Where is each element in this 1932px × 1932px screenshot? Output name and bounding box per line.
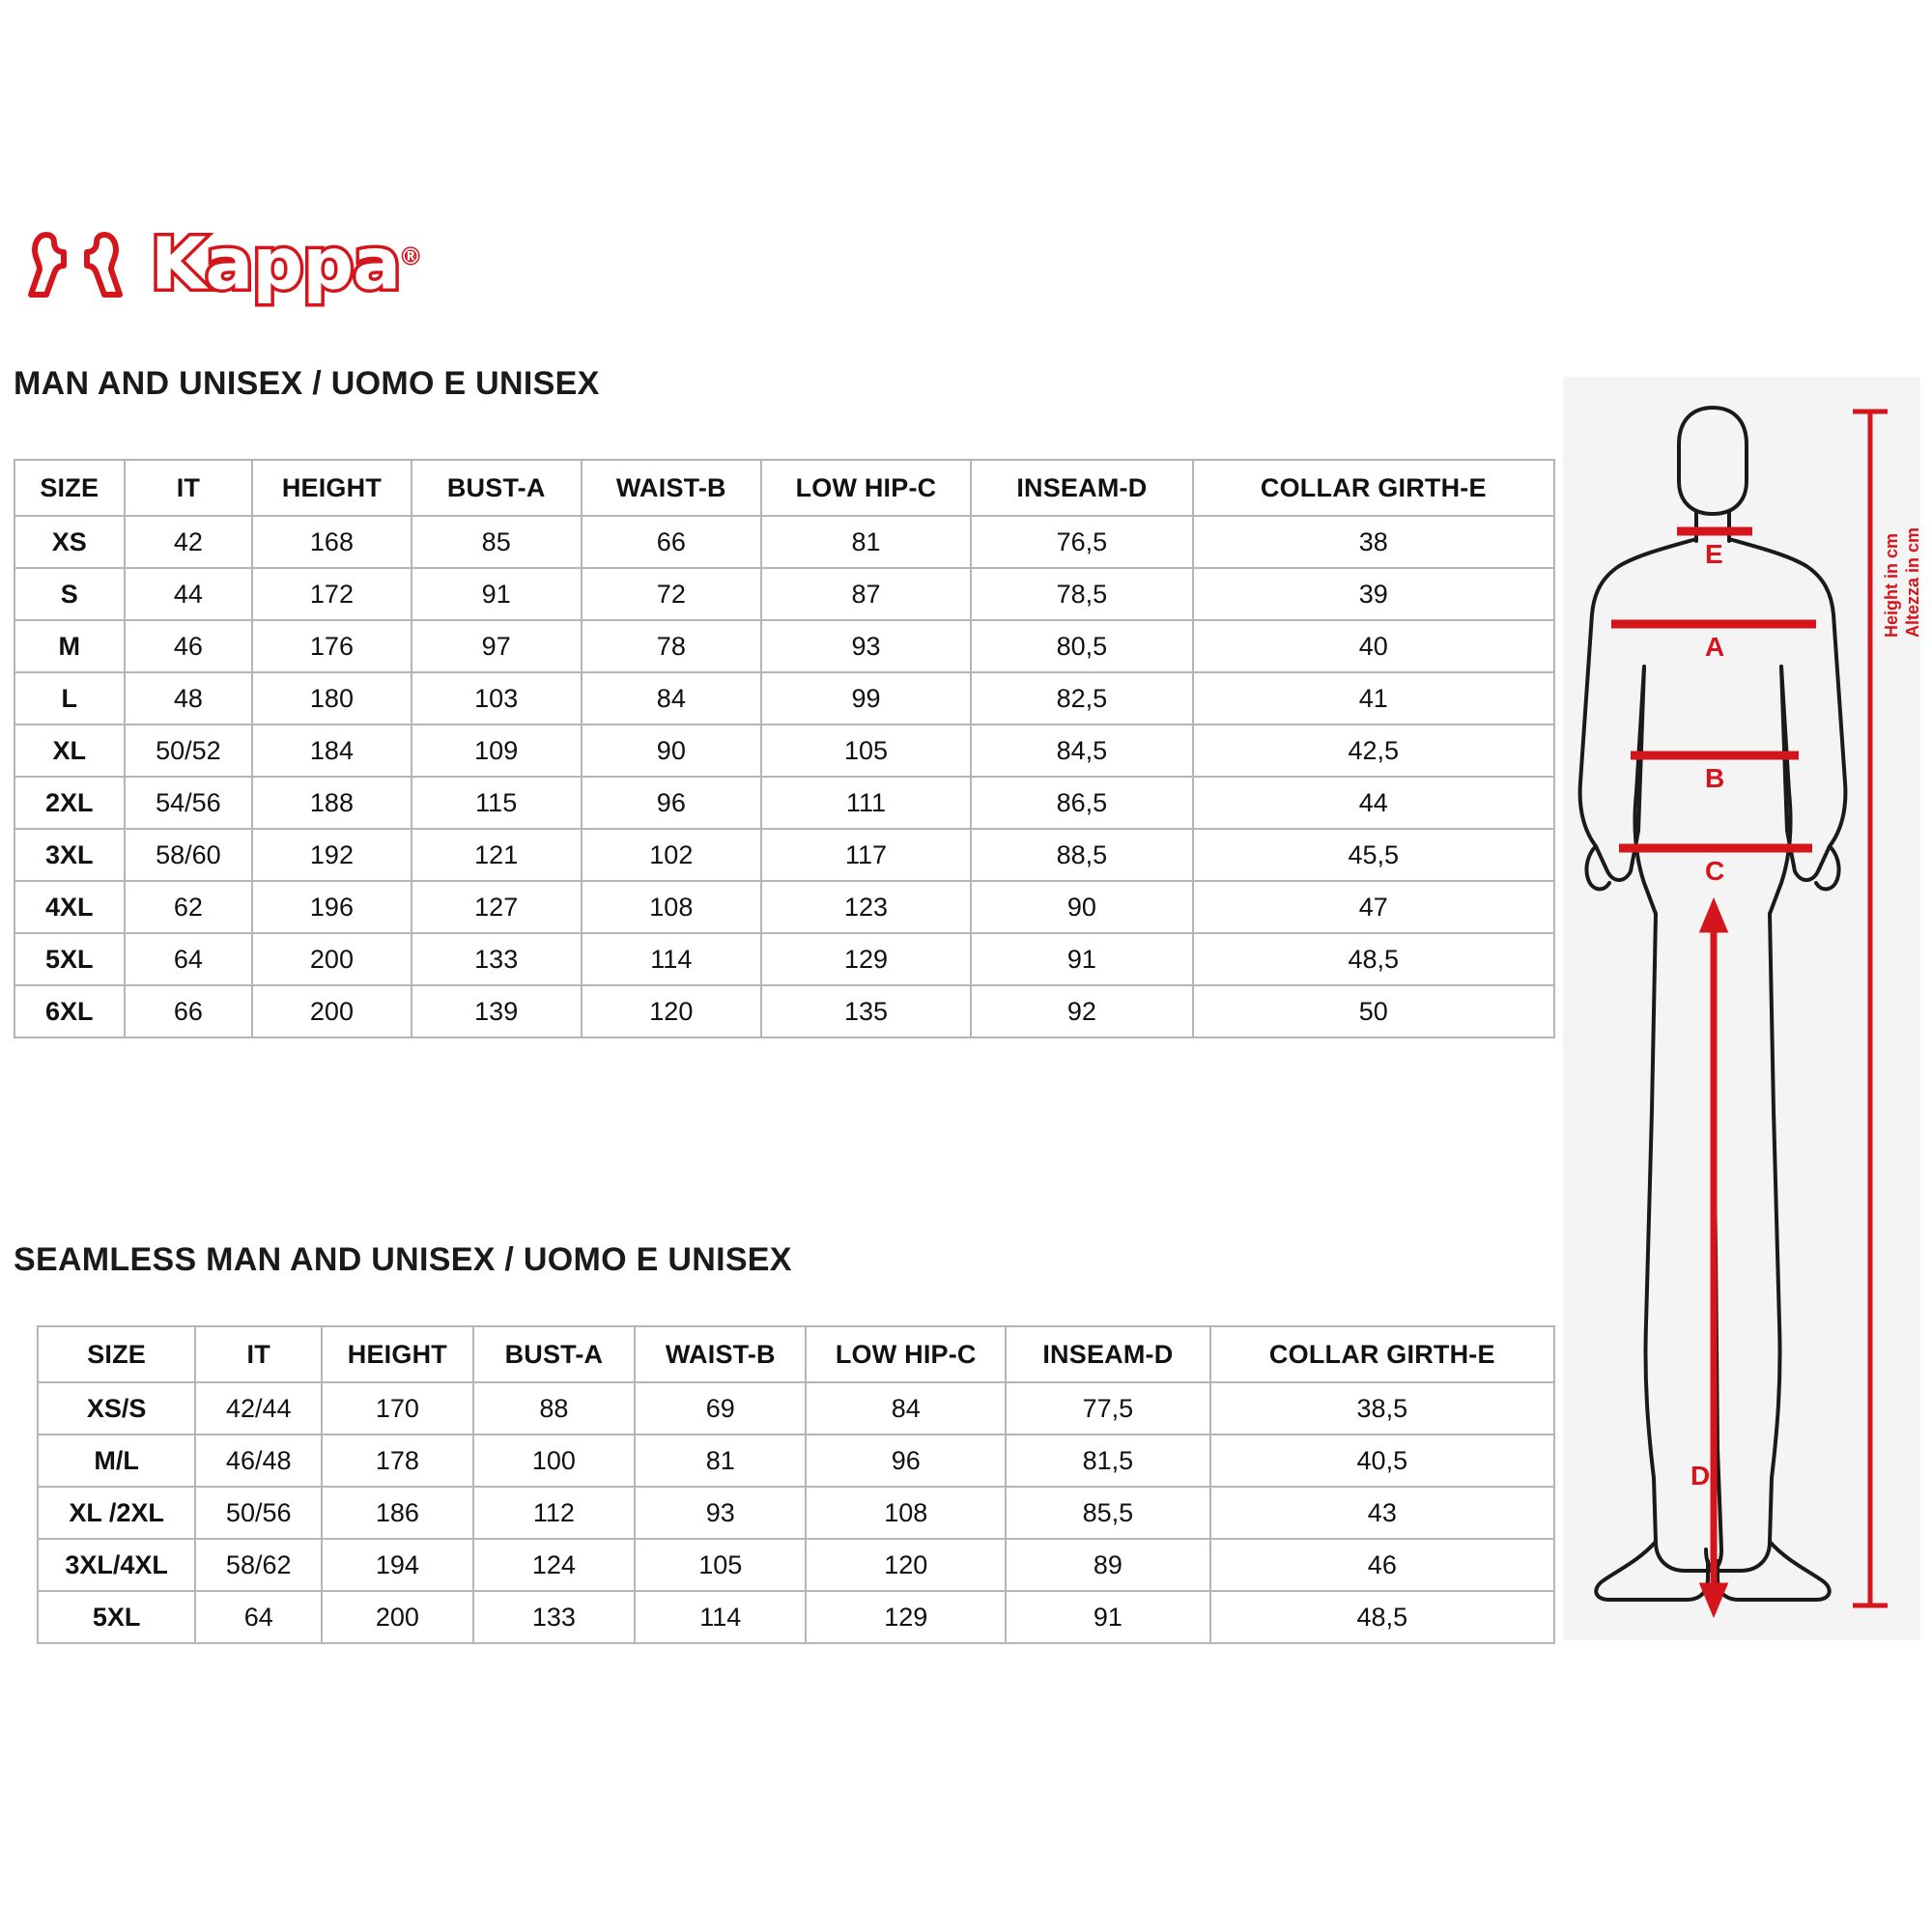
- cell-low-hip: 117: [761, 829, 971, 881]
- cell-bust: 127: [412, 881, 582, 933]
- cell-bust: 85: [412, 516, 582, 568]
- table-row: [14, 568, 1554, 620]
- cell-height: 192: [252, 829, 411, 881]
- cell-size: 5XL: [14, 933, 125, 985]
- cell-waist: 84: [582, 672, 761, 724]
- cell-collar-girth: 48,5: [1210, 1591, 1554, 1643]
- brand-wordmark: [151, 220, 421, 306]
- cell-inseam: 86,5: [971, 777, 1192, 829]
- table-row: [14, 724, 1554, 777]
- cell-it: 64: [125, 933, 253, 985]
- cell-it: 58/60: [125, 829, 253, 881]
- cell-inseam: 90: [971, 881, 1192, 933]
- column-header-collar-girth: COLLAR GIRTH-E: [1193, 460, 1554, 516]
- cell-inseam: 89: [1006, 1539, 1209, 1591]
- cell-low-hip: 123: [761, 881, 971, 933]
- cell-collar-girth: 40,5: [1210, 1435, 1554, 1487]
- cell-waist: 102: [582, 829, 761, 881]
- cell-low-hip: 129: [806, 1591, 1006, 1643]
- axis-label-height-it: Altezza in cm: [1903, 526, 1922, 638]
- cell-bust: 91: [412, 568, 582, 620]
- table-row: [14, 672, 1554, 724]
- cell-inseam: 77,5: [1006, 1382, 1209, 1435]
- cell-size: XL: [14, 724, 125, 777]
- cell-height: 186: [322, 1487, 472, 1539]
- cell-height: 188: [252, 777, 411, 829]
- cell-size: S: [14, 568, 125, 620]
- cell-inseam: 78,5: [971, 568, 1192, 620]
- cell-bust: 121: [412, 829, 582, 881]
- column-header-bust: BUST-A: [473, 1326, 636, 1382]
- cell-height: 180: [252, 672, 411, 724]
- table-row: [14, 620, 1554, 672]
- cell-low-hip: 87: [761, 568, 971, 620]
- cell-height: 194: [322, 1539, 472, 1591]
- table-row: [38, 1591, 1554, 1643]
- cell-inseam: 91: [1006, 1591, 1209, 1643]
- table-row: [14, 829, 1554, 881]
- column-header-bust: BUST-A: [412, 460, 582, 516]
- cell-size: 3XL: [14, 829, 125, 881]
- column-header-collar-girth: COLLAR GIRTH-E: [1210, 1326, 1554, 1382]
- cell-height: 200: [252, 933, 411, 985]
- cell-bust: 88: [473, 1382, 636, 1435]
- cell-low-hip: 108: [806, 1487, 1006, 1539]
- cell-waist: 114: [582, 933, 761, 985]
- brand-logo: [17, 220, 421, 306]
- cell-bust: 124: [473, 1539, 636, 1591]
- marker-B: B: [1705, 763, 1725, 793]
- cell-size: XL /2XL: [38, 1487, 195, 1539]
- cell-bust: 109: [412, 724, 582, 777]
- cell-low-hip: 129: [761, 933, 971, 985]
- cell-it: 50/56: [195, 1487, 322, 1539]
- marker-A: A: [1705, 632, 1725, 662]
- marker-C: C: [1705, 856, 1725, 886]
- column-header-inseam: INSEAM-D: [1006, 1326, 1209, 1382]
- cell-inseam: 76,5: [971, 516, 1192, 568]
- cell-height: 200: [252, 985, 411, 1037]
- cell-waist: 66: [582, 516, 761, 568]
- cell-it: 64: [195, 1591, 322, 1643]
- cell-low-hip: 111: [761, 777, 971, 829]
- kappa-omini-logo-icon: [17, 223, 133, 298]
- registered-mark: ®: [400, 245, 421, 270]
- table-row: [14, 933, 1554, 985]
- column-header-it: IT: [125, 460, 253, 516]
- cell-size: M: [14, 620, 125, 672]
- table-row: [38, 1382, 1554, 1435]
- cell-inseam: 85,5: [1006, 1487, 1209, 1539]
- cell-bust: 112: [473, 1487, 636, 1539]
- axis-label-height-en: Height in cm: [1882, 532, 1901, 638]
- cell-size: 2XL: [14, 777, 125, 829]
- cell-waist: 90: [582, 724, 761, 777]
- cell-it: 46: [125, 620, 253, 672]
- cell-waist: 69: [635, 1382, 806, 1435]
- male-body-measurement-diagram-icon: [1563, 377, 1920, 1640]
- cell-it: 42/44: [195, 1382, 322, 1435]
- column-header-height: HEIGHT: [252, 460, 411, 516]
- cell-waist: 120: [582, 985, 761, 1037]
- cell-size: 3XL/4XL: [38, 1539, 195, 1591]
- cell-collar-girth: 40: [1193, 620, 1554, 672]
- cell-collar-girth: 42,5: [1193, 724, 1554, 777]
- cell-low-hip: 99: [761, 672, 971, 724]
- cell-inseam: 82,5: [971, 672, 1192, 724]
- cell-bust: 133: [412, 933, 582, 985]
- cell-height: 172: [252, 568, 411, 620]
- cell-low-hip: 81: [761, 516, 971, 568]
- cell-low-hip: 96: [806, 1435, 1006, 1487]
- cell-it: 44: [125, 568, 253, 620]
- marker-E: E: [1705, 539, 1723, 569]
- man-section-title: MAN AND UNISEX / UOMO E UNISEX: [14, 365, 600, 402]
- cell-bust: 97: [412, 620, 582, 672]
- cell-low-hip: 93: [761, 620, 971, 672]
- column-header-low-hip: LOW HIP-C: [806, 1326, 1006, 1382]
- table-row: [38, 1435, 1554, 1487]
- cell-collar-girth: 39: [1193, 568, 1554, 620]
- cell-collar-girth: 46: [1210, 1539, 1554, 1591]
- brand-name: Kappa: [151, 222, 401, 306]
- cell-size: XS: [14, 516, 125, 568]
- column-header-height: HEIGHT: [322, 1326, 472, 1382]
- seamless-section-title: SEAMLESS MAN AND UNISEX / UOMO E UNISEX: [14, 1241, 792, 1278]
- cell-bust: 139: [412, 985, 582, 1037]
- cell-collar-girth: 38,5: [1210, 1382, 1554, 1435]
- cell-size: 5XL: [38, 1591, 195, 1643]
- cell-low-hip: 135: [761, 985, 971, 1037]
- seamless-size-table: [37, 1325, 1555, 1644]
- cell-bust: 133: [473, 1591, 636, 1643]
- cell-it: 50/52: [125, 724, 253, 777]
- cell-it: 46/48: [195, 1435, 322, 1487]
- cell-size: 4XL: [14, 881, 125, 933]
- cell-size: L: [14, 672, 125, 724]
- man-size-table: [14, 459, 1555, 1038]
- column-header-inseam: INSEAM-D: [971, 460, 1192, 516]
- column-header-waist: WAIST-B: [582, 460, 761, 516]
- cell-low-hip: 120: [806, 1539, 1006, 1591]
- cell-inseam: 84,5: [971, 724, 1192, 777]
- table-row: [14, 985, 1554, 1037]
- table-row: [14, 881, 1554, 933]
- cell-size: XS/S: [38, 1382, 195, 1435]
- cell-inseam: 81,5: [1006, 1435, 1209, 1487]
- table-row: [14, 777, 1554, 829]
- table-row: [38, 1539, 1554, 1591]
- cell-it: 66: [125, 985, 253, 1037]
- cell-waist: 93: [635, 1487, 806, 1539]
- cell-height: 178: [322, 1435, 472, 1487]
- cell-waist: 81: [635, 1435, 806, 1487]
- cell-low-hip: 105: [761, 724, 971, 777]
- cell-height: 200: [322, 1591, 472, 1643]
- column-header-waist: WAIST-B: [635, 1326, 806, 1382]
- cell-size: M/L: [38, 1435, 195, 1487]
- table-header-row: [14, 460, 1554, 516]
- measurement-figure-panel: [1563, 377, 1920, 1640]
- cell-inseam: 91: [971, 933, 1192, 985]
- cell-collar-girth: 43: [1210, 1487, 1554, 1539]
- cell-collar-girth: 41: [1193, 672, 1554, 724]
- cell-collar-girth: 50: [1193, 985, 1554, 1037]
- column-header-it: IT: [195, 1326, 322, 1382]
- cell-height: 196: [252, 881, 411, 933]
- cell-inseam: 80,5: [971, 620, 1192, 672]
- marker-D: D: [1690, 1461, 1711, 1491]
- cell-height: 184: [252, 724, 411, 777]
- cell-waist: 105: [635, 1539, 806, 1591]
- cell-height: 168: [252, 516, 411, 568]
- column-header-size: SIZE: [14, 460, 125, 516]
- column-header-size: SIZE: [38, 1326, 195, 1382]
- cell-collar-girth: 45,5: [1193, 829, 1554, 881]
- cell-height: 170: [322, 1382, 472, 1435]
- cell-it: 48: [125, 672, 253, 724]
- cell-it: 54/56: [125, 777, 253, 829]
- cell-waist: 96: [582, 777, 761, 829]
- cell-waist: 108: [582, 881, 761, 933]
- table-row: [38, 1487, 1554, 1539]
- cell-bust: 100: [473, 1435, 636, 1487]
- cell-inseam: 92: [971, 985, 1192, 1037]
- cell-collar-girth: 48,5: [1193, 933, 1554, 985]
- cell-waist: 72: [582, 568, 761, 620]
- table-header-row: [38, 1326, 1554, 1382]
- cell-inseam: 88,5: [971, 829, 1192, 881]
- cell-collar-girth: 38: [1193, 516, 1554, 568]
- cell-size: 6XL: [14, 985, 125, 1037]
- cell-it: 62: [125, 881, 253, 933]
- cell-height: 176: [252, 620, 411, 672]
- cell-it: 58/62: [195, 1539, 322, 1591]
- cell-waist: 114: [635, 1591, 806, 1643]
- cell-collar-girth: 47: [1193, 881, 1554, 933]
- column-header-low-hip: LOW HIP-C: [761, 460, 971, 516]
- cell-bust: 115: [412, 777, 582, 829]
- cell-waist: 78: [582, 620, 761, 672]
- cell-low-hip: 84: [806, 1382, 1006, 1435]
- cell-collar-girth: 44: [1193, 777, 1554, 829]
- table-row: [14, 516, 1554, 568]
- cell-bust: 103: [412, 672, 582, 724]
- cell-it: 42: [125, 516, 253, 568]
